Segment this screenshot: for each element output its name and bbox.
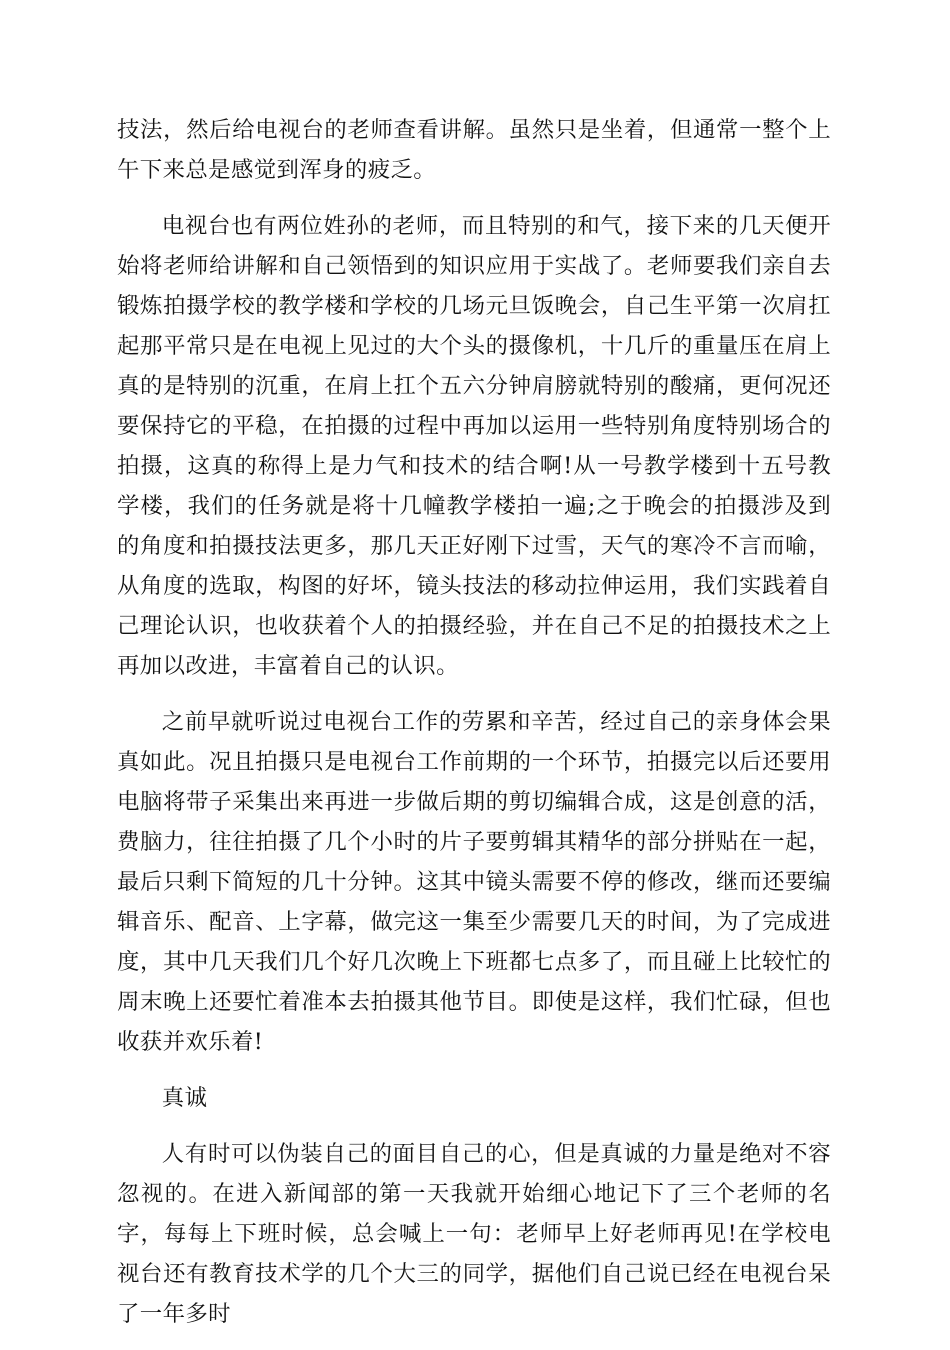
section-heading: 真诚 [161,1085,208,1111]
paragraph-sincerity: 人有时可以伪装自己的面目自己的心，但是真诚的力量是绝对不容忽视的。在进入新闻部的第一天我就开始细心地记下了三个老师的名字，每每上下班时候，总会喊上一句：老师早上好老师再见!在学校电视台还有教育技术学的几个大三的同学，据他们自己说已经在电视台呆了一年多时 [117,1141,831,1327]
paragraph-continuation: 技法，然后给电视台的老师查看讲解。虽然只是坐着，但通常一整个上午下来总是感觉到浑身的疲乏。 [117,117,831,183]
document-page [117,110,831,1350]
paragraph-tv-station-teachers: 电视台也有两位姓孙的老师，而且特别的和气，接下来的几天便开始将老师给讲解和自己领悟到的知识应用于实战了。老师要我们亲自去锻炼拍摄学校的教学楼和学校的几场元旦饭晚会，自己生平第一次肩扛起那平常只是在电视上见过的大个头的摄像机，十几斤的重量压在肩上真的是特别的沉重，在肩上扛个五六分钟肩膀就特别的酸痛，更何况还要保持它的平稳，在拍摄的过程中再加以运用一些特别角度特别场合的拍摄，这真的称得上是力气和技术的结合啊!从一号教学楼到十五号教学楼，我们的任务就是将十几幢教学楼拍一遍;之于晚会的拍摄涉及到的角度和拍摄技法更多，那几天正好刚下过雪，天气的寒冷不言而喻，从角度的选取，构图的好坏，镜头技法的移动拉伸运用，我们实践着自己理论认识，也收获着个人的拍摄经验，并在自己不足的拍摄技术之上再加以改进，丰富着自己的认识。 [117,213,831,679]
paragraph-tv-work-hardship: 之前早就听说过电视台工作的劳累和辛苦，经过自己的亲身体会果真如此。况且拍摄只是电视台工作前期的一个环节，拍摄完以后还要用电脑将带子采集出来再进一步做后期的剪切编辑合成，这是创意的活，费脑力，往往拍摄了几个小时的片子要剪辑其精华的部分拼贴在一起，最后只剩下简短的几十分钟。这其中镜头需要不停的修改，继而还要编辑音乐、配音、上字幕，做完这一集至少需要几天的时间，为了完成进度，其中几天我们几个好几次晚上下班都七点多了，而且碰上比较忙的周末晚上还要忙着准本去拍摄其他节目。即使是这样，我们忙碌，但也收获并欢乐着! [117,709,831,1055]
